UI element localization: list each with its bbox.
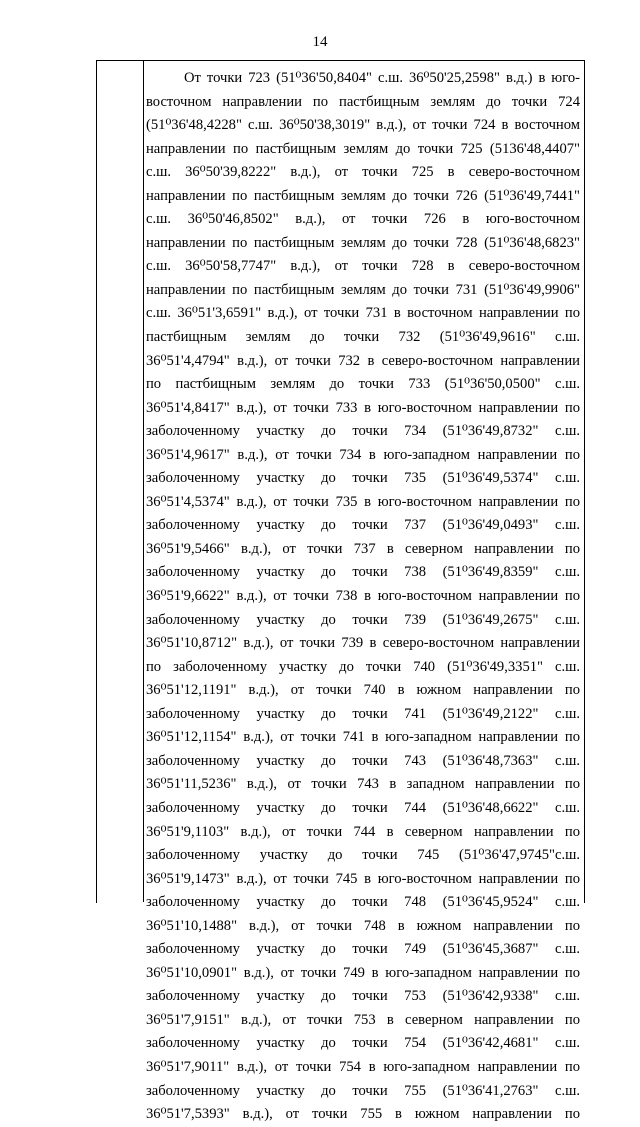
text-line: по заболоченному участку до точки 740 (51⁰36'49,3351" с.ш. (146, 658, 580, 675)
text-line: 36⁰51'12,1154" в.д.), от точки 741 в юго-западном направлении по (146, 729, 580, 746)
text-line: От точки 723 (51⁰36'50,8404" с.ш. 36⁰50'25,2598" в.д.) в юго- (184, 70, 580, 86)
text-line: 36⁰51'9,1103" в.д.), от точки 744 в северном направлении по (146, 823, 580, 840)
text-line: 36⁰51'7,5393" в.д.), от точки 755 в южном направлении по (146, 1106, 580, 1123)
text-line: 36⁰51'7,9151" в.д.), от точки 753 в северном направлении по (146, 1011, 580, 1028)
text-line: восточном направлении по пастбищным землям до точки 724 (146, 93, 580, 110)
text-line: заболоченному участку до точки 744 (51⁰36'48,6622" с.ш. (146, 799, 580, 816)
text-line: направлении по пастбищным землям до точки 725 (5136'48,4407" (146, 140, 580, 157)
text-line: направлении по пастбищным землям до точки 728 (51⁰36'48,6823" (146, 234, 580, 251)
text-line: направлении по пастбищным землям до точки 726 (51⁰36'49,7441" (146, 187, 580, 204)
text-line: с.ш. 36⁰50'39,8222" в.д.), от точки 725 в северо-восточном (146, 164, 580, 181)
text-line: 36⁰51'4,8417" в.д.), от точки 733 в юго-восточном направлении по (146, 399, 580, 416)
text-line: с.ш. 36⁰50'46,8502" в.д.), от точки 726 в юго-восточном (146, 211, 580, 228)
text-line: с.ш. 36⁰50'58,7747" в.д.), от точки 728 в северо-восточном (146, 258, 580, 275)
page-number: 14 (312, 34, 328, 50)
text-line: 36⁰51'10,1488" в.д.), от точки 748 в южном направлении по (146, 917, 580, 934)
text-line: заболоченному участку до точки 748 (51⁰36'45,9524" с.ш. (146, 894, 580, 911)
text-line: (51⁰36'48,4228" с.ш. 36⁰50'38,3019" в.д.), от точки 724 в восточном (146, 117, 580, 134)
text-line: заболоченному участку до точки 737 (51⁰36'49,0493" с.ш. (146, 517, 580, 534)
text-line: заболоченному участку до точки 755 (51⁰36'41,2763" с.ш. (146, 1082, 580, 1099)
text-line: заболоченному участку до точки 743 (51⁰36'48,7363" с.ш. (146, 752, 580, 769)
text-line: 36⁰51'9,6622" в.д.), от точки 738 в юго-восточном направлении по (146, 588, 580, 605)
text-line: 36⁰51'10,8712" в.д.), от точки 739 в северо-восточном направлении (146, 635, 580, 652)
text-line: 36⁰51'4,4794" в.д.), от точки 732 в северо-восточном направлении (146, 352, 580, 369)
text-line: направлении по пастбищным землям до точки 731 (51⁰36'49,9906" (146, 281, 580, 298)
text-line: заболоченному участку до точки 741 (51⁰36'49,2122" с.ш. (146, 705, 580, 722)
text-line: 36⁰51'10,0901" в.д.), от точки 749 в юго-западном направлении по (146, 964, 580, 981)
text-line: заболоченному участку до точки 745 (51⁰36'47,9745"с.ш. (146, 847, 580, 864)
text-line: 36⁰51'12,1191" в.д.), от точки 740 в южном направлении по (146, 682, 580, 699)
column-divider (143, 60, 144, 902)
text-line: 36⁰51'9,5466" в.д.), от точки 737 в северном направлении по (146, 540, 580, 557)
text-line: пастбищным землям до точки 732 (51⁰36'49,9616" с.ш. (146, 329, 580, 346)
text-line: заболоченному участку до точки 739 (51⁰36'49,2675" с.ш. (146, 611, 580, 628)
text-line: с.ш. 36⁰51'3,6591" в.д.), от точки 731 в восточном направлении по (146, 305, 580, 322)
text-line: 36⁰51'11,5236" в.д.), от точки 743 в западном направлении по (146, 776, 580, 793)
text-line: 36⁰51'4,5374" в.д.), от точки 735 в юго-восточном направлении по (146, 493, 580, 510)
text-line: заболоченному участку до точки 738 (51⁰36'49,8359" с.ш. (146, 564, 580, 581)
boundary-description (146, 67, 580, 1127)
text-line: заболоченному участку до точки 754 (51⁰36'42,4681" с.ш. (146, 1035, 580, 1052)
text-line: заболоченному участку до точки 735 (51⁰36'49,5374" с.ш. (146, 470, 580, 487)
text-line: 36⁰51'7,9011" в.д.), от точки 754 в юго-западном направлении по (146, 1058, 580, 1075)
text-line: 36⁰51'4,9617" в.д.), от точки 734 в юго-западном направлении по (146, 446, 580, 463)
text-line: заболоченному участку до точки 753 (51⁰36'42,9338" с.ш. (146, 988, 580, 1005)
text-line: заболоченному участку до точки 749 (51⁰36'45,3687" с.ш. (146, 941, 580, 958)
text-line: 36⁰51'9,1473" в.д.), от точки 745 в юго-восточном направлении по (146, 870, 580, 887)
text-line: заболоченному участку до точки 734 (51⁰36'49,8732" с.ш. (146, 423, 580, 440)
text-line: по пастбищным землям до точки 733 (51⁰36'50,0500" с.ш. (146, 376, 580, 393)
